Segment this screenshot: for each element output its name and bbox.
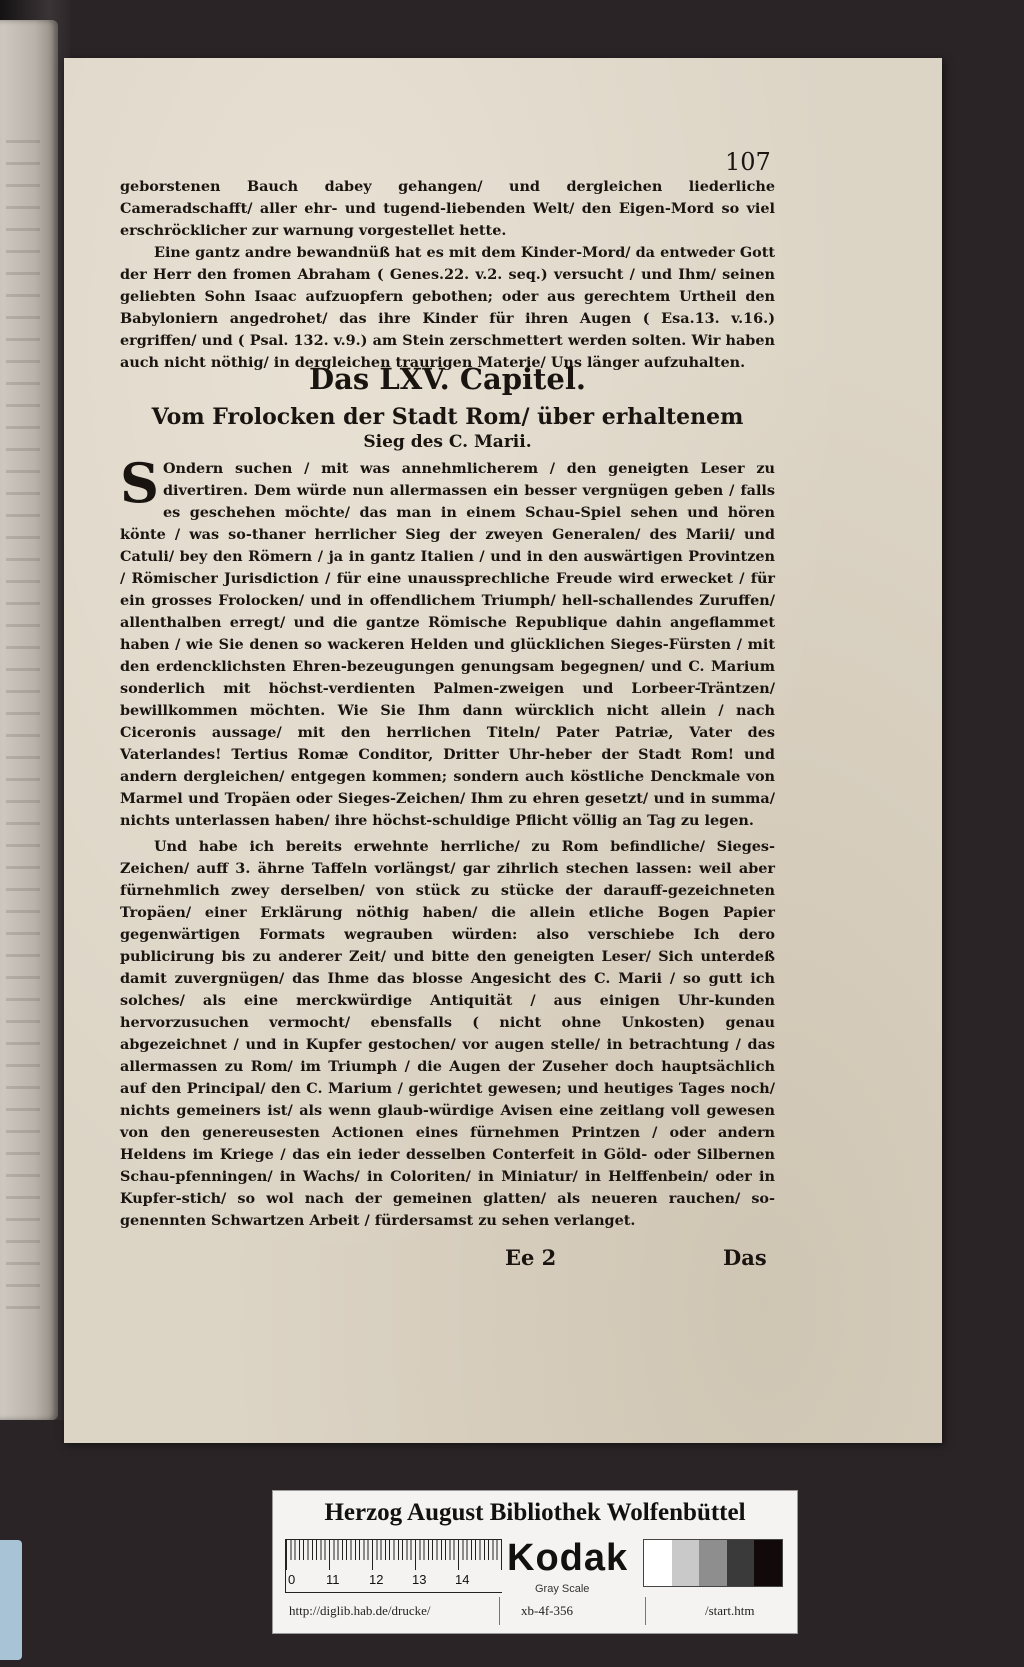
signature-mark: Ee 2 [505, 1245, 557, 1270]
paragraph-4 [120, 836, 775, 1232]
scale-ruler [285, 1539, 502, 1593]
gray-scale-patches [643, 1539, 783, 1587]
start-page-link: /start.htm [705, 1603, 755, 1618]
ruler-major-ticks [286, 1540, 502, 1570]
gray-patch [672, 1540, 700, 1586]
shelfmark: xb-4f-356 [521, 1603, 573, 1618]
chapter-subtitle-2: Sieg des C. Marii. [363, 432, 532, 452]
paragraph-2 [120, 242, 775, 374]
ruler-number: 12 [369, 1572, 384, 1587]
drop-cap: S [120, 451, 159, 515]
book-edge [0, 20, 58, 1420]
paragraph-3 [120, 451, 775, 832]
color-tab [0, 1540, 22, 1660]
ruler-number: 13 [412, 1572, 427, 1587]
paragraph-1-text: geborstenen Bauch dabey gehangen/ und dergleichen liederliche Cameradschafft/ aller ehr- und tugend-liebenden Welt/ den Eigen-Mord so viel erschröcklicher zur warnung vorgestellet hette. [120, 178, 775, 239]
paragraph-2-text: Eine gantz andre bewandnüß hat es mit dem Kinder-Mord/ da entweder Gott der Herr den fromen Abraham ( Genes.22. v.2. seq.) versucht / und Ihm/ seinen geliebten Sohn Isaac aufzuopfern gebothen; oder aus gerechtem Urtheil den Babyloniern angedrohet/ das ihre Kinder für ihren Augen ( Esa.13. v.16.) ergriffen/ und ( Psal. 132. v.9.) am Stein zerschmettert werden solten. Wir haben auch nicht nöthig/ in dergleichen traurigen Materie/ Uns länger aufzuhalten. [120, 244, 775, 371]
library-name: Herzog August Bibliothek Wolfenbüttel [324, 1499, 746, 1526]
paragraph-1 [120, 176, 775, 242]
gray-scale-label: Gray Scale [535, 1583, 590, 1595]
digital-library-url: http://diglib.hab.de/drucke/ [289, 1603, 431, 1618]
gray-patch [727, 1540, 755, 1586]
gray-patch [754, 1540, 782, 1586]
paragraph-3-text: Ondern suchen / mit was annehmlicherem / den geneigten Leser zu divertiren. Dem würde nun allermassen ein besser vergnügen geben / falls es geschehen möchte/ das man in einem Schau-Spiel sehen und hören könte / was so-thaner herrlicher Sieg der zweyen Generalen/ des Marii/ und Catuli/ bey den Römern / ja in gantz Italien / und in den auswärtigen Provintzen / Römischer Jurisdiction / für eine unaussprechliche Freude wird erwecket / für ein grosses Frolocken/ und in offendlichem Triumph/ hell-schallendes Zuruffen/ allenthalben erregt/ und die gantze Römische Republique dahin angeflammet haben / wie Sie denen so wackeren Helden und glücklichen Sieges-Fürsten / mit den erdencklichsten Ehren-bezeugungen genungsam begegnen/ und C. Marium sonderlich mit höchst-verdienten Palmen-zweigen und Lorbeer-Träntzen/ bewillkommen möchten. Wie Sie Ihm dann würcklich nicht allein / nach Ciceronis aussage/ mit den herrlichen Titeln/ Pater Patriæ, Vater des Vaterlandes! Tertius Romæ Conditor, Dritter Uhr-heber der Stadt Rom! und andern dergleichen/ entgegen kommen; sondern auch köstliche Denckmale von Marmel und Tropäen oder Sieges-Zeichen/ Ihm zu ehren gesetzt/ und in summa/ nichts unterlassen haben/ ihre höchst-schuldige Pflicht völlig an Tag zu legen. [120, 460, 775, 829]
ruler-number: 11 [326, 1572, 340, 1587]
library-color-card [272, 1490, 798, 1634]
page-number: 107 [725, 148, 771, 176]
chapter-subtitle: Vom Frolocken der Stadt Rom/ über erhaltenem [151, 404, 744, 430]
bleed-through [6, 140, 40, 1320]
gray-patch [644, 1540, 672, 1586]
catchword: Das [723, 1245, 767, 1270]
ruler-number: 14 [455, 1572, 470, 1587]
paragraph-4-text: Und habe ich bereits erwehnte herrliche/ zu Rom befindliche/ Sieges-Zeichen/ auff 3. ährne Taffeln vorlängst/ gar zihrlich stechen lassen: weil aber fürnehmlich zwey derselben/ von stück zu stücke der darauff-gezeichneten Tropäen/ einer Erklärung nöthig haben/ die allein etliche Bogen Papier gegenwärtigen Formats wegrauben würden: also verschiebe Ich dero publicirung bis zu anderer Zeit/ und bitte den geneigten Leser/ Sich unterdeß damit zuvergnügen/ das Ihme das blosse Angesicht des C. Marii / so gutt ich solches/ als eine merckwürdige Antiquität / aus einigen Uhr-kunden hervorzusuchen vermocht/ ebensfalls ( nicht ohne Unkosten) genau abgezeichnet / und in Kupfer gestochen/ vor augen stelle/ in betrachtung / das allermassen zu Rom/ im Triumph / die Augen der Zuseher doch hauptsächlich auf den Principal/ den C. Marium / gerichtet gewesen; und heutiges Tages noch/ nichts gemeiners ist/ als wenn glaub-würdige Avisen eine zeitlang voll gewesen von den genereusesten Actionen eines fürnehmen Printzen / oder andern Heldens im Kriege / das ein ieder desselben Conterfeit in Göld- oder Silbernen Schau-pfenningen/ in Wachs/ in Coloriten/ in Miniatur/ in Helffenbein/ oder in Kupfer-stich/ so wol nach der gemeinen glatten/ als neueren rauchen/ so-genennten Schwartzen Arbeit / fürdersamst zu sehen verlanget. [120, 838, 775, 1229]
gray-patch [699, 1540, 727, 1586]
chapter-title: Das LXV. Capitel. [308, 362, 586, 396]
kodak-logo: Kodak [507, 1537, 629, 1579]
divider [645, 1597, 646, 1625]
ruler-number: 0 [288, 1572, 296, 1587]
divider [499, 1597, 500, 1625]
